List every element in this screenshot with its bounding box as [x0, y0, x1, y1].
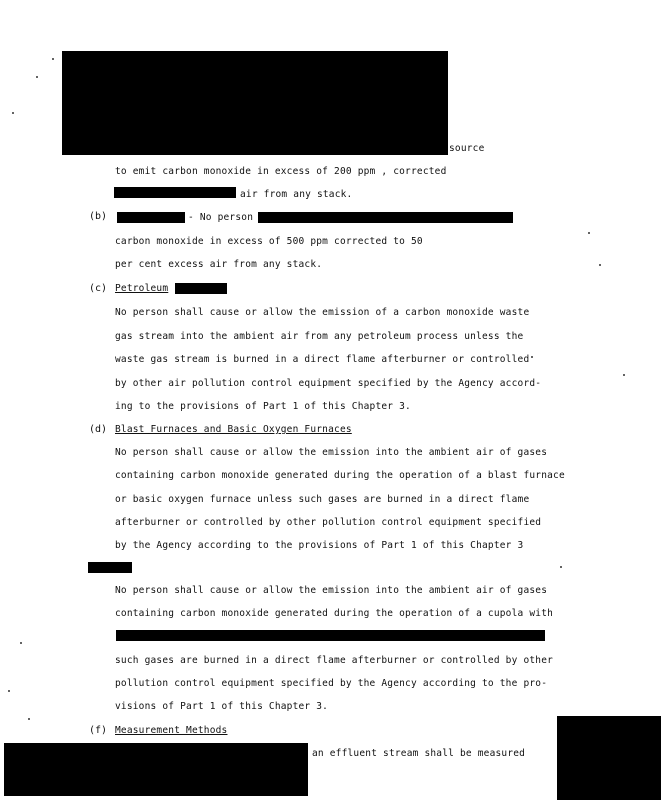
scan-speck: [8, 690, 10, 692]
redaction-block-e-line: [116, 630, 545, 641]
line-b1-mid: - No person: [188, 212, 254, 223]
label-d: (d): [89, 424, 108, 435]
line-b3: per cent excess air from any stack.: [115, 259, 323, 270]
scan-speck: [599, 264, 601, 266]
line-d3: or basic oxygen furnace unless such gases are burned in a direct flame: [115, 494, 530, 505]
heading-c: Petroleum: [115, 283, 169, 294]
line-d5: by the Agency according to the provisions of Part 1 of this Chapter 3: [115, 540, 524, 551]
heading-d: Blast Furnaces and Basic Oxygen Furnaces: [115, 424, 352, 435]
redaction-block-e-heading: [88, 562, 132, 573]
scan-speck: [588, 232, 590, 234]
line-d1: No person shall cause or allow the emission into the ambient air of gases: [115, 447, 548, 458]
line-a2: to emit carbon monoxide in excess of 200 ppm , corrected: [115, 166, 447, 177]
line-e5: visions of Part 1 of this Chapter 3.: [115, 701, 329, 712]
scan-speck: [560, 566, 562, 568]
redaction-block-b1-left: [117, 212, 185, 223]
line-c4: by other air pollution control equipment specified by the Agency accord-: [115, 378, 542, 389]
redaction-block-b1-right: [258, 212, 513, 223]
redaction-block-top: [62, 51, 448, 155]
line-c1: No person shall cause or allow the emission of a carbon monoxide waste: [115, 307, 530, 318]
scan-speck: [531, 356, 533, 358]
heading-f: Measurement Methods: [115, 725, 228, 736]
scan-speck: [623, 374, 625, 376]
line-d4: afterburner or controlled by other pollution control equipment specified: [115, 517, 542, 528]
line-c5: ing to the provisions of Part 1 of this Chapter 3.: [115, 401, 411, 412]
line-e1: No person shall cause or allow the emission into the ambient air of gases: [115, 585, 548, 596]
scan-speck: [20, 642, 22, 644]
redaction-block-a3: [114, 187, 236, 198]
redaction-block-bottom-right: [557, 716, 661, 800]
label-b: (b): [89, 211, 108, 222]
line-a3-tail: air from any stack.: [240, 189, 353, 200]
redaction-block-c-heading: [175, 283, 227, 294]
line-e4: pollution control equipment specified by the Agency according to the pro-: [115, 678, 548, 689]
label-f: (f): [89, 725, 108, 736]
scan-speck: [28, 718, 30, 720]
scan-speck: [52, 58, 54, 60]
label-c: (c): [89, 283, 108, 294]
scan-speck: [36, 76, 38, 78]
line-c3: waste gas stream is burned in a direct flame afterburner or controlled: [115, 354, 530, 365]
scan-speck: [12, 112, 14, 114]
line-d2: containing carbon monoxide generated during the operation of a blast furnace: [115, 470, 565, 481]
line-b2: carbon monoxide in excess of 500 ppm corrected to 50: [115, 236, 423, 247]
line-f1-tail: an effluent stream shall be measured: [312, 748, 526, 759]
line-c2: gas stream into the ambient air from any petroleum process unless the: [115, 331, 524, 342]
line-e2: containing carbon monoxide generated during the operation of a cupola with: [115, 608, 554, 619]
redaction-block-bottom-left: [4, 743, 308, 796]
line-a1-tail: source: [449, 143, 485, 154]
line-e3: such gases are burned in a direct flame afterburner or controlled by other: [115, 655, 554, 666]
